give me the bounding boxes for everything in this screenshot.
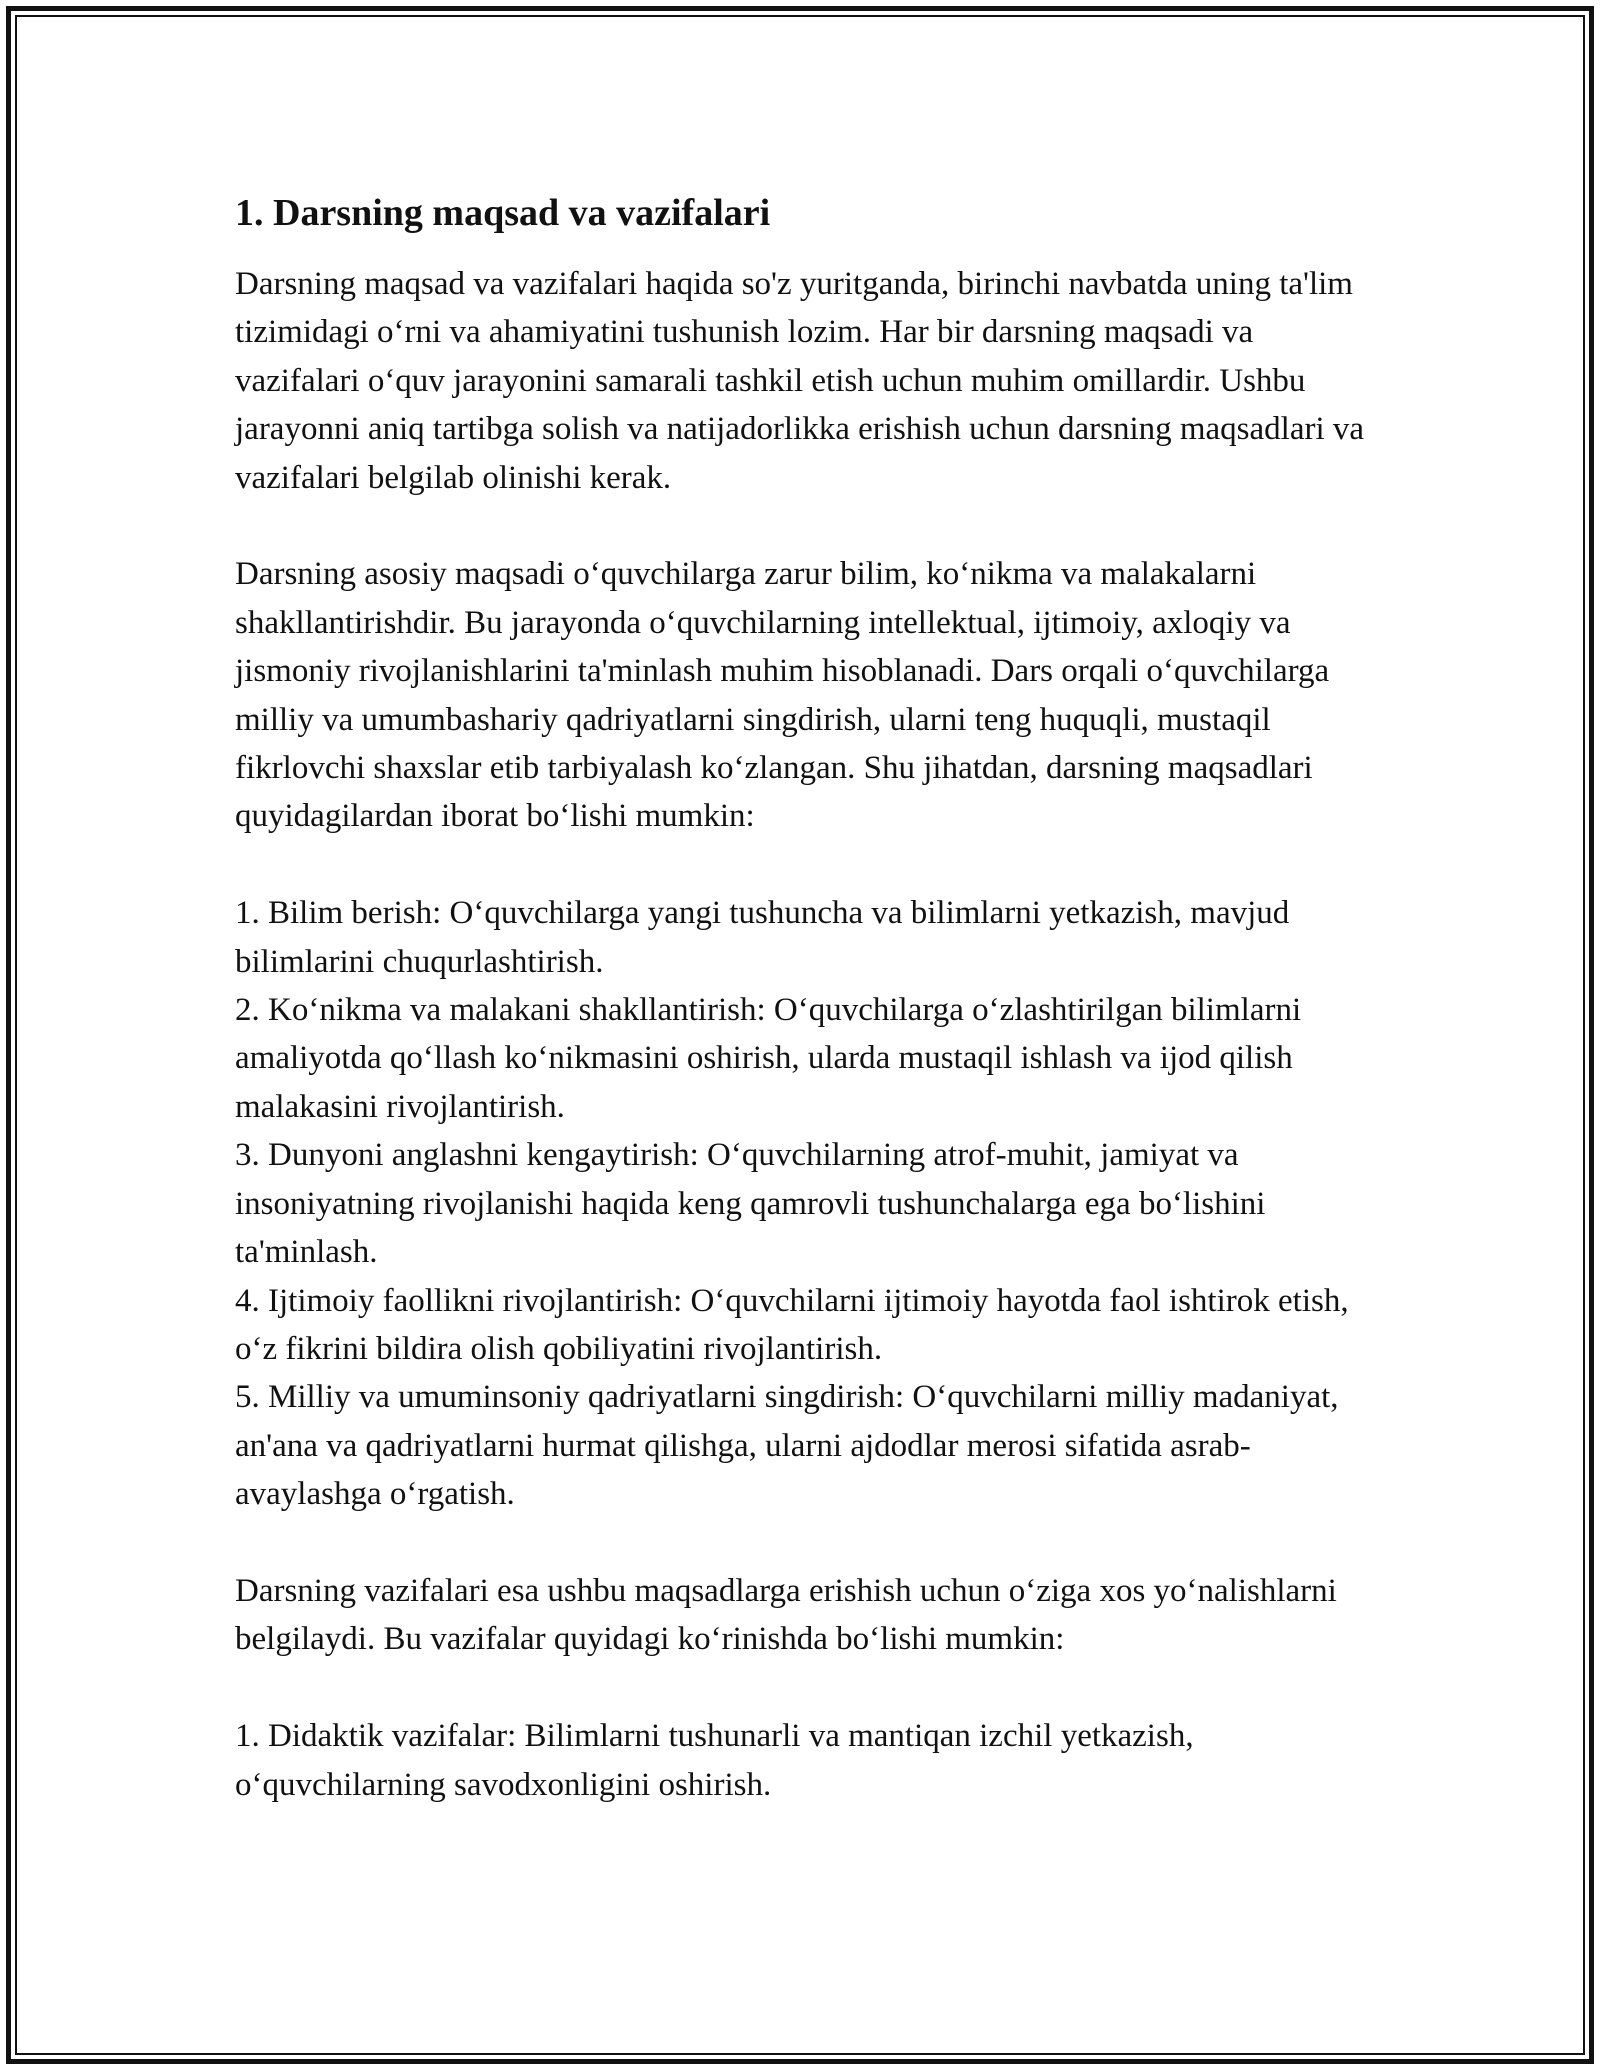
paragraph-main-goal: Darsning asosiy maqsadi o‘quvchilarga zarur bilim, ko‘nikma va malakalarni shakllantirishdir. Bu jarayonda o‘quvchilarning intellektual, ijtimoiy, axloqiy va jismoniy rivojlanishlarini ta'minlash muhim hisoblanadi. Dars orqali o‘quvchilarga milliy va umumbashariy qadriyatlarni singdirish, ularni teng huquqli, mustaqil fikrlovchi shaxslar etib tarbiyalash ko‘zlangan. Shu jihatdan, darsning maqsadlari quyidagilardan iborat bo‘lishi mumkin:: [235, 556, 1330, 835]
goals-list: [235, 889, 1385, 1518]
goal-item-3: 3. Dunyoni anglashni kengaytirish: O‘quvchilarning atrof-muhit, jamiyat va insoniyatning rivojlanishi haqida keng qamrovli tushunchalarga ega bo‘lishini ta'minlash.: [235, 1137, 1266, 1271]
goal-item-2: 2. Ko‘nikma va malakani shakllantirish: O‘quvchilarga o‘zlashtirilgan bilimlarni amaliyotda qo‘llash ko‘nikmasini oshirish, ularda mustaqil ishlash va ijod qilish malakasini rivojlantirish.: [235, 992, 1302, 1125]
goal-item-1: 1. Bilim berish: O‘quvchilarga yangi tushuncha va bilimlarni yetkazish, mavjud bilimlarini chuqurlashtirish.: [235, 895, 1290, 980]
paragraph-intro: Darsning maqsad va vazifalari haqida so'z yuritganda, birinchi navbatda uning ta'lim tizimidagi o‘rni va ahamiyatini tushunish lozim. Har bir darsning maqsadi va vazifalari o‘quv jarayonini samarali tashkil etish uchun muhim omillardir. Ushbu jarayonni aniq tartibga solish va natijadorlikka erishish uchun darsning maqsadlari va vazifalari belgilab olinishi kerak.: [235, 266, 1365, 496]
section-title: 1. Darsning maqsad va vazifalari: [235, 192, 771, 234]
goal-item-5: 5. Milliy va umuminsoniy qadriyatlarni singdirish: O‘quvchilarni milliy madaniyat, an'ana va qadriyatlarni hurmat qilishga, ularni ajdodlar merosi sifatida asrab-avaylashga o‘rgatish.: [235, 1379, 1339, 1513]
task-item-1: 1. Didaktik vazifalar: Bilimlarni tushunarli va mantiqan izchil yetkazish, o‘quvchilarning savodxonligini oshirish.: [235, 1718, 1194, 1803]
tasks-list: [235, 1712, 1385, 1809]
document-body: [235, 186, 1385, 1857]
goal-item-4: 4. Ijtimoiy faollikni rivojlantirish: O‘quvchilarni ijtimoiy hayotda faol ishtirok etish, o‘z fikrini bildira olish qobiliyatini rivojlantirish.: [235, 1282, 1349, 1367]
paragraph-tasks-intro: Darsning vazifalari esa ushbu maqsadlarga erishish uchun o‘ziga xos yo‘nalishlarni belgilaydi. Bu vazifalar quyidagi ko‘rinishda bo‘lishi mumkin:: [235, 1572, 1337, 1658]
